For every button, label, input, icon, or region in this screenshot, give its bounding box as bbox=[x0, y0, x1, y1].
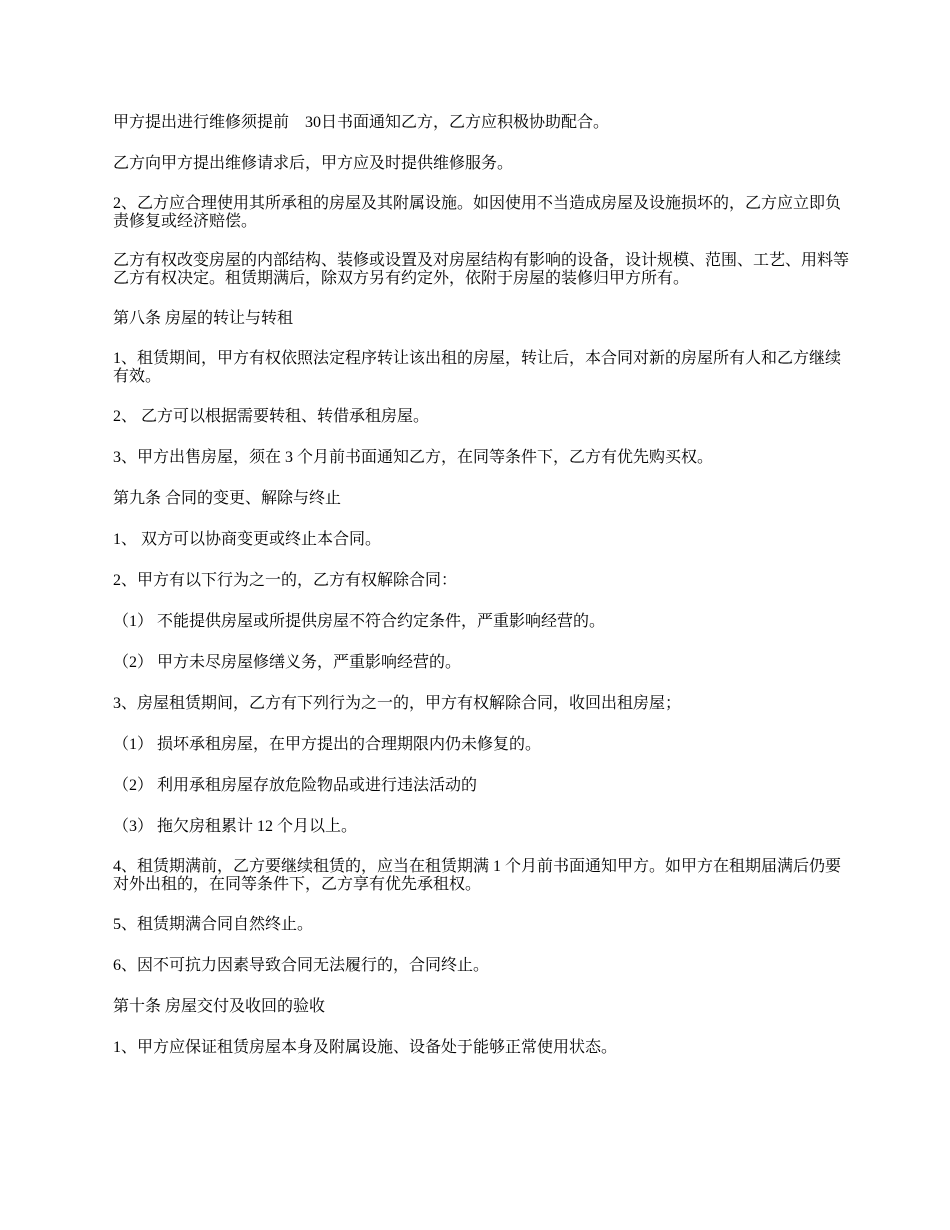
paragraph-proper-use: 2、乙方应合理使用其所承租的房屋及其附属设施。如因使用不当造成房屋及设施损坏的，乙方应立即负责修复或经济赔偿。 bbox=[113, 195, 842, 230]
list-item-tenant-termination-2: （2） 甲方未尽房屋修缮义务，严重影响经营的。 bbox=[113, 654, 462, 671]
list-item-landlord-termination-1: （1） 损坏承租房屋，在甲方提出的合理期限内仍未修复的。 bbox=[113, 736, 542, 753]
paragraph-renewal: 4、租赁期满前，乙方要继续租赁的，应当在租赁期满 1 个月前书面通知甲方。如甲方在租期届满后仍要对外出租的，在同等条件下，乙方享有优先承租权。 bbox=[113, 858, 842, 893]
list-item-tenant-termination-1: （1） 不能提供房屋或所提供房屋不符合约定条件，严重影响经营的。 bbox=[113, 613, 606, 630]
paragraph-renovation-rights: 乙方有权改变房屋的内部结构、装修或设置及对房屋结构有影响的设备，设计规模、范围、工艺、用料等乙方有权决定。租赁期满后，除双方另有约定外，依附于房屋的装修归甲方所有。 bbox=[113, 252, 850, 287]
paragraph-repair-request: 乙方向甲方提出维修请求后，甲方应及时提供维修服务。 bbox=[113, 155, 514, 172]
section-heading-article-9: 第九条 合同的变更、解除与终止 bbox=[113, 490, 342, 507]
paragraph-expiry: 5、租赁期满合同自然终止。 bbox=[113, 916, 314, 933]
list-item-landlord-termination-2: （2） 利用承租房屋存放危险物品或进行违法活动的 bbox=[113, 777, 478, 794]
paragraph-repair-notice: 甲方提出进行维修须提前 30日书面通知乙方，乙方应积极协助配合。 bbox=[113, 114, 610, 131]
paragraph-delivery-condition: 1、甲方应保证租赁房屋本身及附属设施、设备处于能够正常使用状态。 bbox=[113, 1039, 618, 1056]
list-item-landlord-termination-3: （3） 拖欠房租累计 12 个月以上。 bbox=[113, 818, 358, 835]
paragraph-sublease: 2、 乙方可以根据需要转租、转借承租房屋。 bbox=[113, 408, 430, 425]
document-body bbox=[113, 113, 855, 1079]
paragraph-landlord-termination: 3、房屋租赁期间，乙方有下列行为之一的，甲方有权解除合同，收回出租房屋； bbox=[113, 695, 682, 712]
section-heading-article-8: 第八条 房屋的转让与转租 bbox=[113, 310, 294, 327]
paragraph-transfer: 1、租赁期间，甲方有权依照法定程序转让该出租的房屋，转让后，本合同对新的房屋所有人和乙方继续有效。 bbox=[113, 350, 842, 385]
paragraph-mutual-change: 1、 双方可以协商变更或终止本合同。 bbox=[113, 531, 382, 548]
paragraph-force-majeure: 6、因不可抗力因素导致合同无法履行的，合同终止。 bbox=[113, 957, 490, 974]
section-heading-article-10: 第十条 房屋交付及收回的验收 bbox=[113, 998, 326, 1015]
paragraph-tenant-termination: 2、甲方有以下行为之一的，乙方有权解除合同： bbox=[113, 572, 458, 589]
paragraph-sale-notice: 3、甲方出售房屋，须在 3 个月前书面通知乙方，在同等条件下，乙方有优先购买权。 bbox=[113, 449, 714, 466]
